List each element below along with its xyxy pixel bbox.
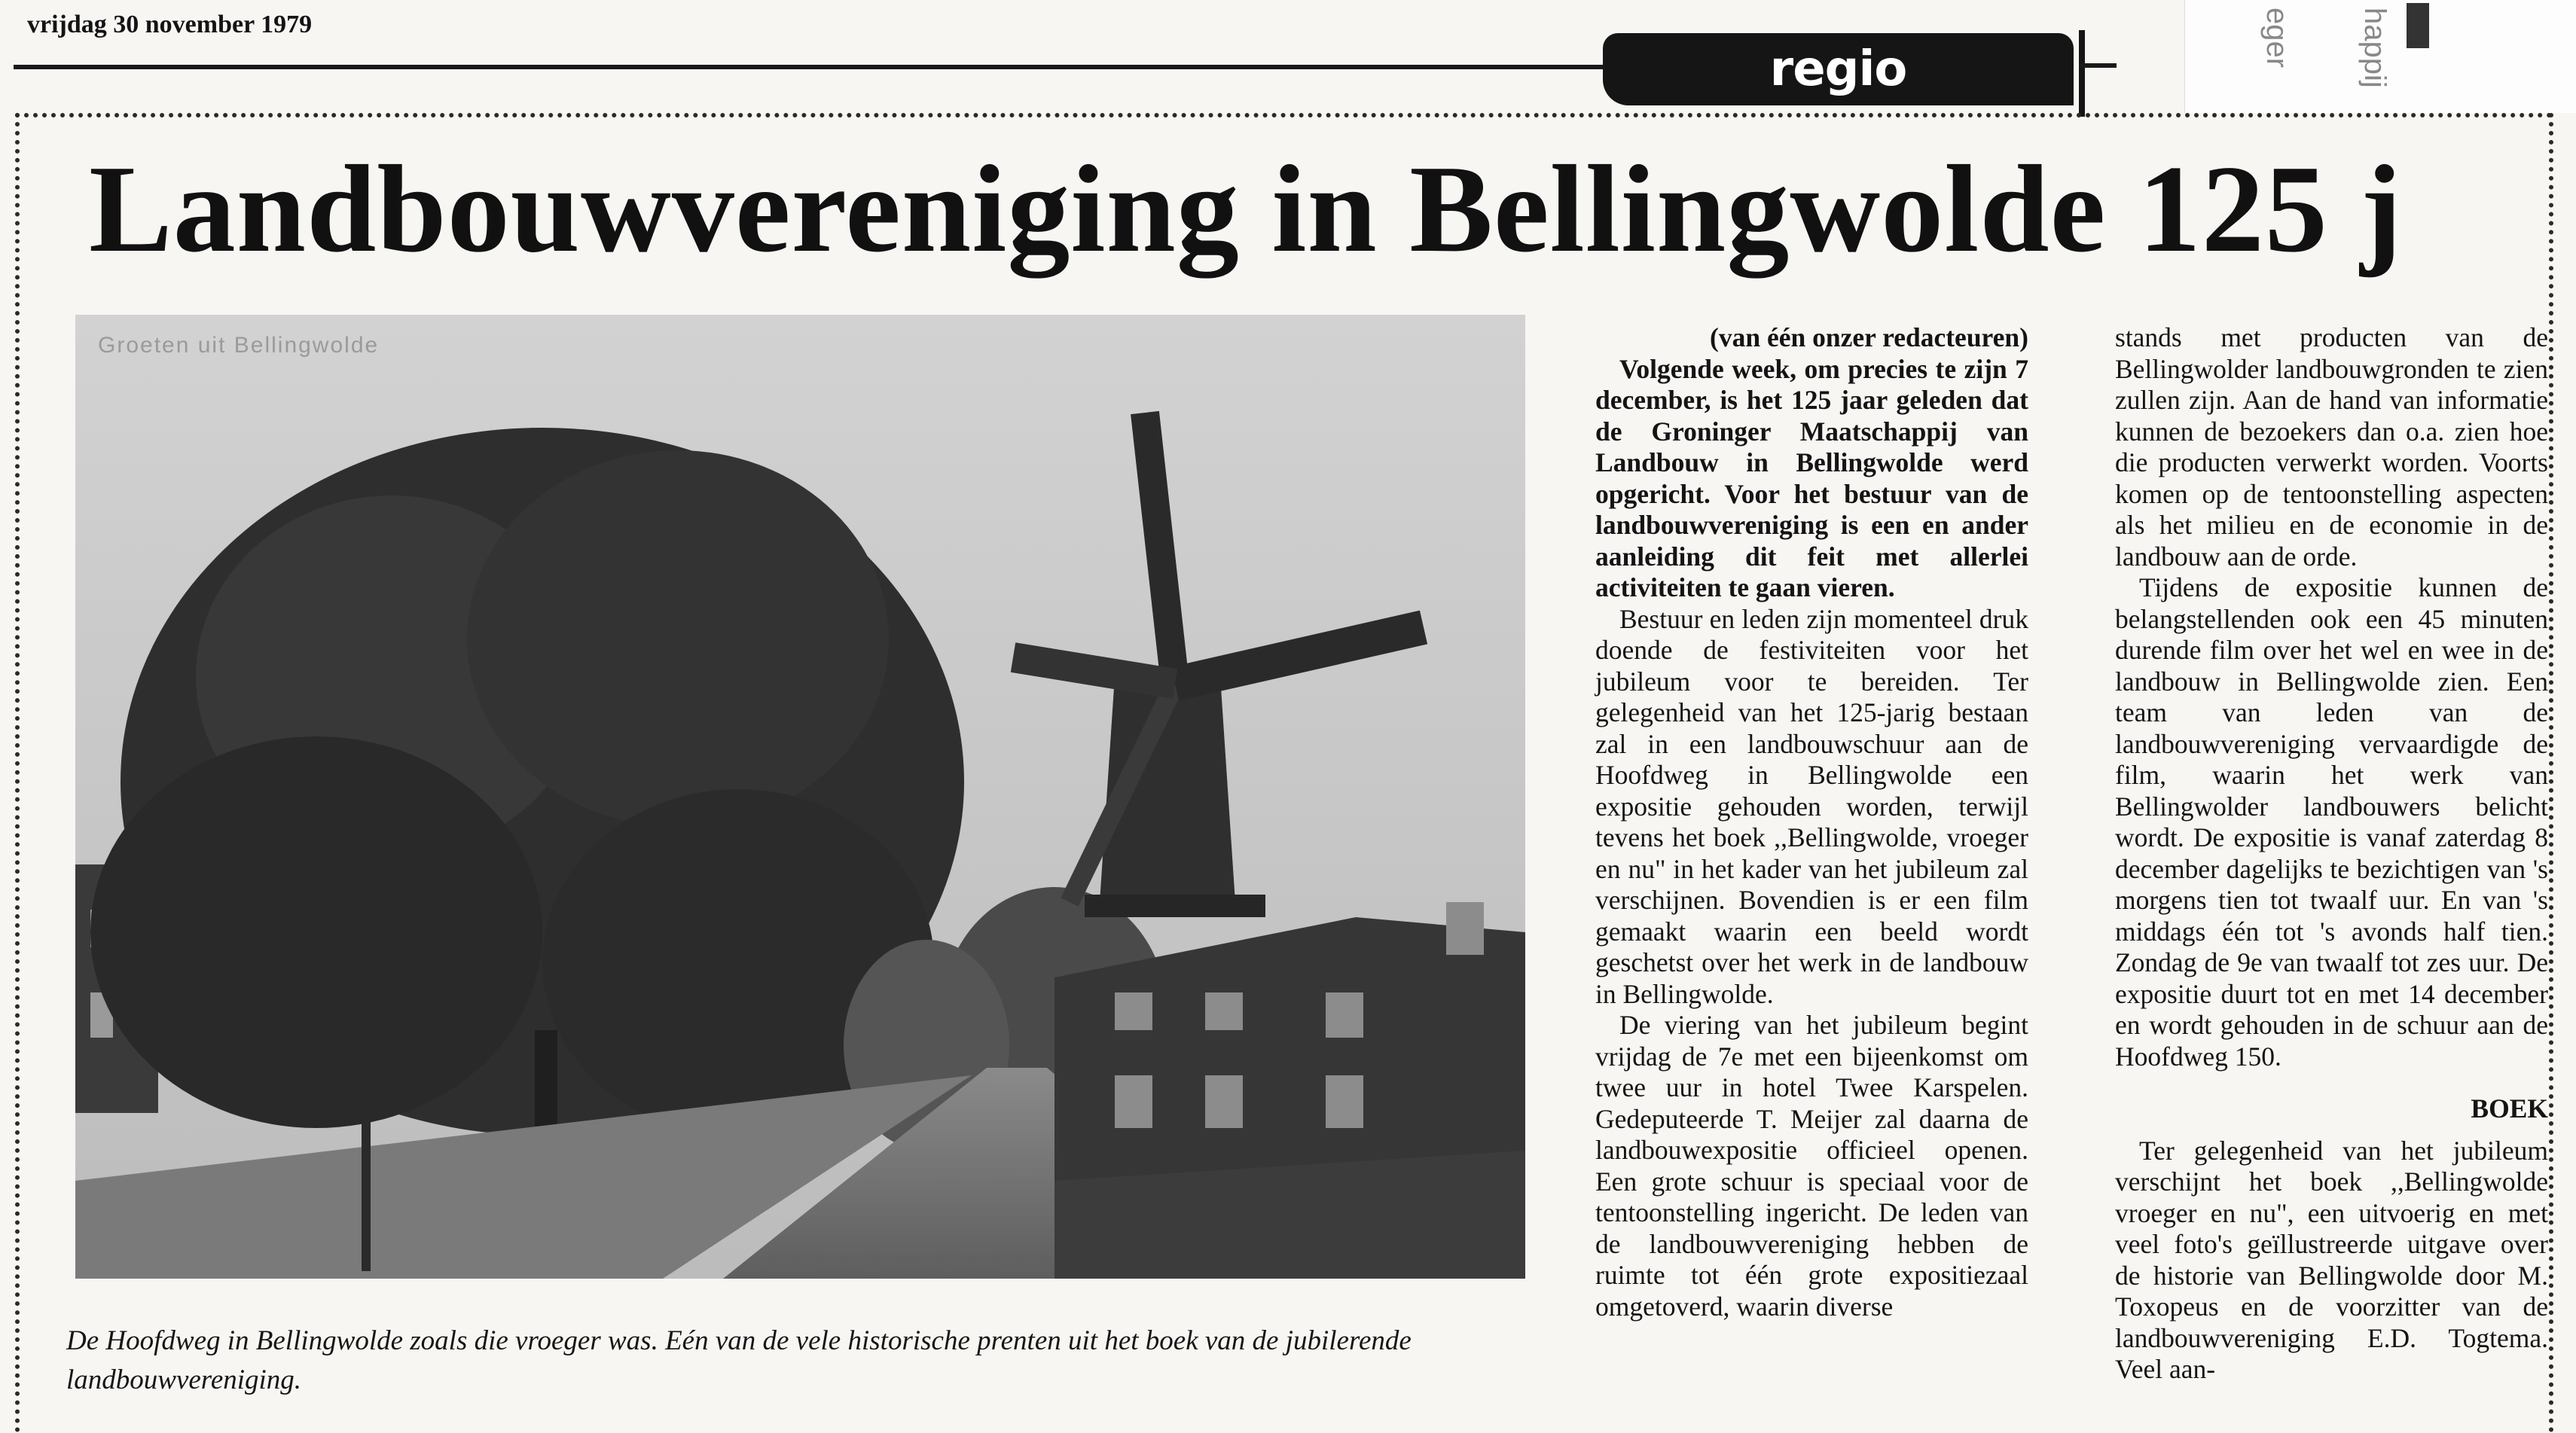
issue-date: vrijdag 30 november 1979 — [27, 11, 313, 38]
adjacent-page-fragment: eger — [2260, 8, 2294, 69]
body-paragraph: stands met producten van de Bellingwolder landbouwgronden te zien zullen zijn. Aan de hand van informatie kunnen de bezoekers dan o.a. zien hoe die producten verwerkt worden. Voorts komen op de tentoonstelling aspecten als het milieu en de economie in de landbouw aan de orde. — [2115, 322, 2548, 572]
article-column-1 — [1595, 322, 2028, 1322]
body-paragraph: Tijdens de expositie kunnen de belangstellenden ook een 45 minuten durende film over het wel en wee in de landbouw in Bellingwolde zien. Een team van leden van de landbouwvereniging vervaardigde de film, waarin het werk van Bellingwolder landbouwers belicht wordt. De expositie is vanaf zaterdag 8 december dagelijks te bezichtigen van 's morgens tien tot twaalf uur. En van 's middags één tot 's avonds half tien. Zondag de 9e van twaalf tot zes uur. De expositie duurt tot en met 14 december en wordt gehouden in de schuur aan de Hoofdweg 150. — [2115, 572, 2548, 1072]
section-tab — [1603, 33, 2074, 105]
body-paragraph: Ter gelegenheid van het jubileum verschijnt het boek ,,Bellingwolde vroeger en nu", een uitvoerig en met veel foto's geïllustreerde uitgave over de historie van Bellingwolde door M. Toxopeus en de voorzitter van de landbouwvereniging E.D. Togtema. Veel aan- — [2115, 1135, 2548, 1384]
header-rule-end — [2079, 63, 2117, 68]
article-lead: Volgende week, om precies te zijn 7 december, is het 125 jaar geleden dat de Groninger Maatschappij van Landbouw in Bellingwolde werd opgericht. Voor het bestuur van de landbouwvereniging is een en ander aanleiding dit feit met allerlei activiteiten te gaan vieren. — [1595, 353, 2028, 602]
article-headline: Landbouwvereniging in Bellingwolde 125 j — [89, 139, 2403, 278]
photo-caption: De Hoofdweg in Bellingwolde zoals die vroeger was. Eén van de vele historische prenten uit het boek van de jubilerende landbouwvereniging. — [66, 1325, 1412, 1395]
photo-illustration — [75, 315, 1525, 1279]
header-rule — [14, 65, 1603, 69]
adjacent-page-fragment: happij — [2358, 8, 2391, 88]
article-photo — [75, 315, 1525, 1279]
photo-inscription: Groeten uit Bellingwolde — [98, 333, 380, 358]
article-column-2 — [2115, 322, 2548, 1386]
byline: (van één onzer redacteuren) — [1710, 322, 2028, 352]
body-paragraph: Bestuur en leden zijn momenteel druk doende de festiviteiten voor het jubileum voor te bereiden. Ter gelegenheid van het 125-jarig bestaan zal in een landbouwschuur aan de Hoofdweg in Bellingwolde een expositie gehouden worden, terwijl tevens het boek ,,Bellingwolde, vroeger en nu" in het kader van het jubileum zal verschijnen. Bovendien is er een film gemaakt waarin een beeld wordt geschetst over het werk in de landbouw in Bellingwolde. — [1595, 603, 2028, 1009]
section-subhead: BOEK — [2471, 1093, 2548, 1124]
body-paragraph: De viering van het jubileum begint vrijdag de 7e met een bijeenkomst om twee uur in hotel Twee Karspelen. Gedeputeerde T. Meijer zal daarna de landbouwexpositie officieel openen. Een grote schuur is speciaal voor de tentoonstelling ingericht. De leden van de landbouwvereniging hebben de ruimte tot één grote expositiezaal omgetoverd, waarin diverse — [1595, 1010, 2028, 1322]
section-tab-edge — [2079, 30, 2085, 117]
corner-mark — [2407, 3, 2429, 48]
section-label: regio — [1769, 41, 1907, 97]
